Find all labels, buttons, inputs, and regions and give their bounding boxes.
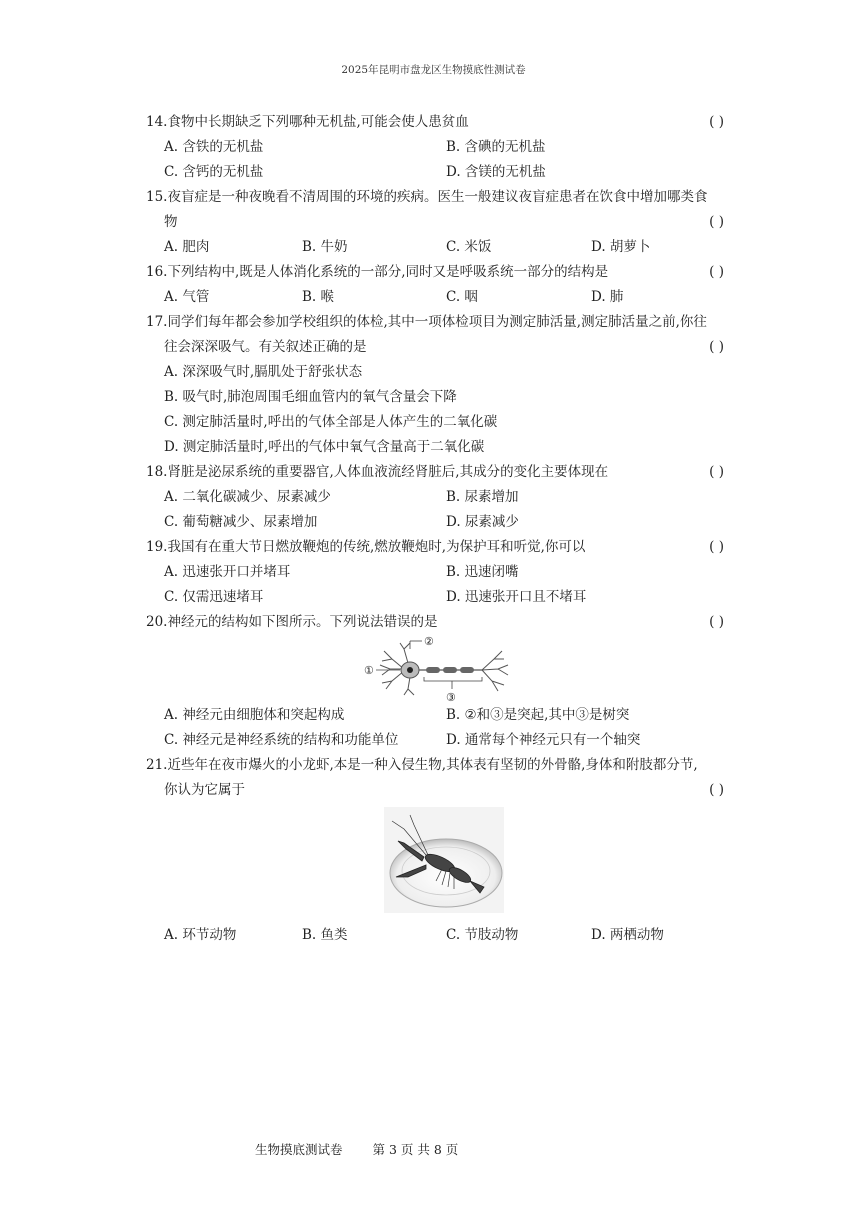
question-number: 17. xyxy=(146,314,168,330)
crayfish-image xyxy=(384,807,504,913)
option-b[interactable]: B. 吸气时,肺泡周围毛细血管内的氧气含量会下降 xyxy=(164,389,457,405)
option-b[interactable]: B. 喉 xyxy=(302,289,335,305)
question-number: 21. xyxy=(146,757,168,773)
question-text: 神经元的结构如下图所示。下列说法错误的是 xyxy=(167,614,438,630)
crayfish-figure xyxy=(146,807,724,913)
question-text: 食物中长期缺乏下列哪种无机盐,可能会使人患贫血 xyxy=(167,114,469,130)
option-d[interactable]: D. 尿素减少 xyxy=(446,514,519,530)
question-number: 20. xyxy=(146,614,168,630)
question-list xyxy=(146,110,724,948)
option-b[interactable]: B. 牛奶 xyxy=(302,239,348,255)
question-15 xyxy=(146,185,724,260)
question-19 xyxy=(146,535,724,610)
question-number: 15. xyxy=(146,189,168,205)
option-a[interactable]: A. 神经元由细胞体和突起构成 xyxy=(164,707,345,723)
answer-bracket[interactable]: ( ) xyxy=(709,114,724,130)
question-number: 18. xyxy=(146,464,168,480)
option-d[interactable]: D. 胡萝卜 xyxy=(591,239,651,255)
question-number: 14. xyxy=(146,114,168,130)
option-c[interactable]: C. 葡萄糖减少、尿素增加 xyxy=(164,514,318,530)
question-text: 夜盲症是一种夜晚看不清周围的环境的疾病。医生一般建议夜盲症患者在饮食中增加哪类食 xyxy=(167,189,708,205)
question-text: 我国有在重大节日燃放鞭炮的传统,燃放鞭炮时,为保护耳和听觉,你可以 xyxy=(167,539,586,555)
option-a[interactable]: A. 肥肉 xyxy=(164,239,210,255)
option-d[interactable]: D. 迅速张开口且不堵耳 xyxy=(446,589,587,605)
answer-bracket[interactable]: ( ) xyxy=(709,339,724,355)
option-b[interactable]: B. 含碘的无机盐 xyxy=(446,139,546,155)
question-number: 19. xyxy=(146,539,168,555)
question-text: 下列结构中,既是人体消化系统的一部分,同时又是呼吸系统一部分的结构是 xyxy=(167,264,609,280)
option-d[interactable]: D. 肺 xyxy=(591,289,624,305)
answer-bracket[interactable]: ( ) xyxy=(709,464,724,480)
option-a[interactable]: A. 气管 xyxy=(164,289,210,305)
question-number: 16. xyxy=(146,264,168,280)
option-a[interactable]: A. 含铁的无机盐 xyxy=(164,139,264,155)
option-b[interactable]: B. 鱼类 xyxy=(302,927,348,943)
question-17 xyxy=(146,310,724,460)
neuron-diagram xyxy=(364,635,524,703)
page-header: 2025年昆明市盘龙区生物摸底性测试卷 xyxy=(341,64,526,76)
option-b[interactable]: B. ②和③是突起,其中③是树突 xyxy=(446,707,630,723)
footer-exam-name: 生物摸底测试卷 xyxy=(255,1142,343,1157)
answer-bracket[interactable]: ( ) xyxy=(709,782,724,798)
option-d[interactable]: D. 两栖动物 xyxy=(591,927,664,943)
option-c[interactable]: C. 含钙的无机盐 xyxy=(164,164,264,180)
option-a[interactable]: A. 迅速张开口并堵耳 xyxy=(164,564,291,580)
answer-bracket[interactable]: ( ) xyxy=(709,539,724,555)
option-c[interactable]: C. 神经元是神经系统的结构和功能单位 xyxy=(164,732,399,748)
option-c[interactable]: C. 咽 xyxy=(446,289,478,305)
footer-page-number: 第 3 页 共 8 页 xyxy=(372,1142,459,1157)
question-text: 近些年在夜市爆火的小龙虾,本是一种入侵生物,其体表有坚韧的外骨骼,身体和附肢都分节, xyxy=(167,757,698,773)
option-c[interactable]: C. 节肢动物 xyxy=(446,927,519,943)
answer-bracket[interactable]: ( ) xyxy=(709,214,724,230)
option-a[interactable]: A. 深深吸气时,膈肌处于舒张状态 xyxy=(164,364,363,380)
option-a[interactable]: A. 二氧化碳减少、尿素减少 xyxy=(164,489,331,505)
answer-bracket[interactable]: ( ) xyxy=(709,264,724,280)
question-text: 同学们每年都会参加学校组织的体检,其中一项体检项目为测定肺活量,测定肺活量之前,你往 xyxy=(167,314,707,330)
label-1: ① xyxy=(364,664,374,677)
question-14 xyxy=(146,110,724,185)
neuron-figure xyxy=(146,635,724,703)
question-20 xyxy=(146,610,724,753)
question-text-cont: 物 xyxy=(164,214,178,230)
question-21 xyxy=(146,753,724,948)
option-d[interactable]: D. 通常每个神经元只有一个轴突 xyxy=(446,732,641,748)
option-c[interactable]: C. 米饭 xyxy=(446,239,492,255)
option-d[interactable]: D. 含镁的无机盐 xyxy=(446,164,546,180)
question-18 xyxy=(146,460,724,535)
answer-bracket[interactable]: ( ) xyxy=(709,614,724,630)
question-16 xyxy=(146,260,724,310)
option-d[interactable]: D. 测定肺活量时,呼出的气体中氧气含量高于二氧化碳 xyxy=(164,439,485,455)
option-c[interactable]: C. 仅需迅速堵耳 xyxy=(164,589,264,605)
question-text: 肾脏是泌尿系统的重要器官,人体血液流经肾脏后,其成分的变化主要体现在 xyxy=(167,464,609,480)
question-text-cont: 你认为它属于 xyxy=(164,782,245,798)
label-3: ③ xyxy=(446,691,456,703)
option-c[interactable]: C. 测定肺活量时,呼出的气体全部是人体产生的二氧化碳 xyxy=(164,414,498,430)
question-text-cont: 往会深深吸气。有关叙述正确的是 xyxy=(164,339,367,355)
option-b[interactable]: B. 尿素增加 xyxy=(446,489,519,505)
option-a[interactable]: A. 环节动物 xyxy=(164,927,237,943)
page-footer xyxy=(255,1140,458,1158)
label-2: ② xyxy=(424,635,434,648)
option-b[interactable]: B. 迅速闭嘴 xyxy=(446,564,519,580)
